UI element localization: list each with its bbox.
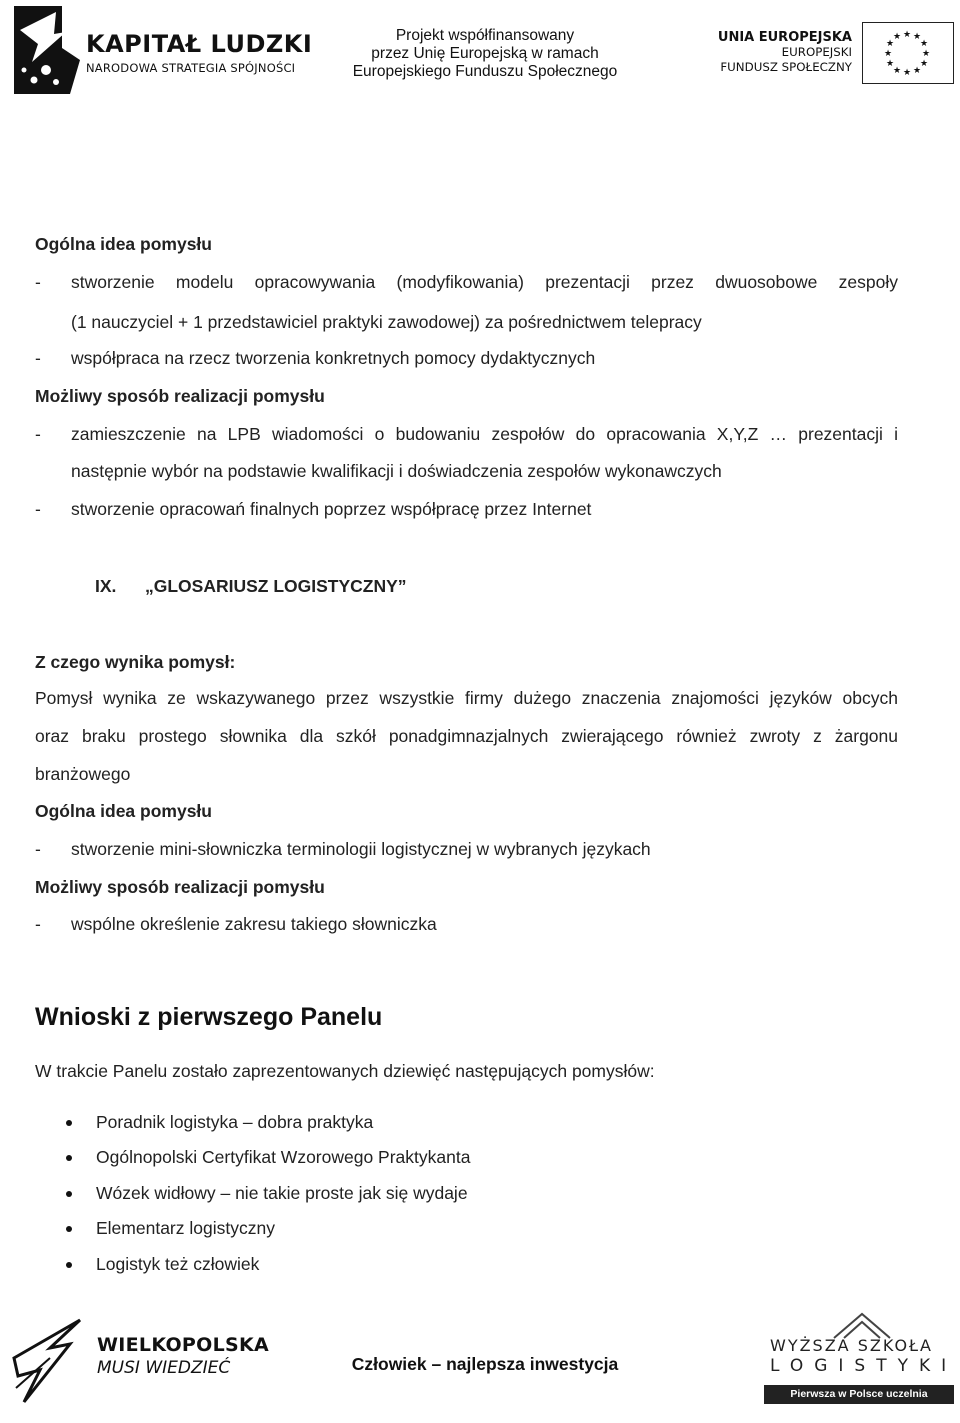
- section-heading: Ogólna idea pomysłu: [35, 234, 212, 254]
- cofinancing-note: [340, 27, 630, 81]
- footer-motto: Człowiek – najlepsza inwestycja: [351, 1354, 619, 1374]
- list-item: Wózek widłowy – nie takie proste jak się wydaje: [96, 1183, 468, 1203]
- section-heading: Ogólna idea pomysłu: [35, 801, 212, 821]
- paragraph-line: branżowego: [35, 764, 131, 784]
- svg-text:★: ★: [883, 49, 893, 59]
- paragraph-line: Pomysł wynika ze wskazywanego przez wszystkie firmy dużego znaczenia znajomości języków obcych: [35, 688, 898, 708]
- list-item: Elementarz logistyczny: [96, 1218, 275, 1238]
- svg-text:★: ★: [919, 39, 929, 49]
- cofinancing-line: Europejskiego Funduszu Społecznego: [352, 63, 618, 80]
- svg-text:★: ★: [885, 59, 895, 69]
- list-dash: -: [35, 348, 41, 368]
- section-heading: Z czego wynika pomysł:: [35, 652, 236, 672]
- list-dash: -: [35, 272, 41, 292]
- section-title: „GLOSARIUSZ LOGISTYCZNY”: [145, 576, 407, 596]
- svg-text:★: ★: [902, 68, 912, 78]
- conclusions-heading: Wnioski z pierwszego Panelu: [35, 1003, 383, 1031]
- list-item: Logistyk też człowiek: [96, 1254, 260, 1274]
- list-item: wspólne określenie zakresu takiego słowniczka: [71, 914, 437, 934]
- wsl-tagline: Pierwsza w Polsce uczelnia logistyczna: [764, 1385, 954, 1404]
- section-number: IX.: [95, 576, 117, 596]
- svg-text:★: ★: [892, 32, 902, 42]
- svg-text:★: ★: [902, 30, 912, 40]
- wielkopolska-logo-text: [97, 1334, 269, 1378]
- list-item: stworzenie opracowań finalnych poprzez współpracę przez Internet: [71, 499, 592, 519]
- wsl-logo-line: WYŻSZA SZKOŁA: [770, 1336, 933, 1355]
- svg-text:★: ★: [885, 39, 895, 49]
- section-heading: Możliwy sposób realizacji pomysłu: [35, 877, 325, 897]
- eu-flag-icon: [862, 22, 954, 84]
- list-dash: -: [35, 499, 41, 519]
- bullet-icon: [66, 1155, 72, 1161]
- list-dash: -: [35, 839, 41, 859]
- section-heading: Możliwy sposób realizacji pomysłu: [35, 386, 325, 406]
- list-item: zamieszczenie na LPB wiadomości o budowaniu zespołów do opracowania X,Y,Z … prezentacji i: [71, 424, 898, 444]
- svg-text:★: ★: [919, 59, 929, 69]
- kapital-ludzki-emblem-icon: [8, 4, 88, 96]
- list-item-continuation: (1 nauczyciel + 1 przedstawiciel praktyki zawodowej) za pośrednictwem telepracy: [71, 312, 702, 332]
- eu-fund-label: [700, 30, 852, 75]
- svg-text:★: ★: [921, 49, 931, 59]
- wielkopolska-line: WIELKOPOLSKA: [97, 1334, 270, 1356]
- list-item: stworzenie mini-słowniczka terminologii logistycznej w wybranych językach: [71, 839, 651, 859]
- list-item: Poradnik logistyka – dobra praktyka: [96, 1112, 374, 1132]
- list-dash: -: [35, 914, 41, 934]
- list-item: współpraca na rzecz tworzenia konkretnych pomocy dydaktycznych: [71, 348, 596, 368]
- list-dash: -: [35, 424, 41, 444]
- cofinancing-line: Projekt współfinansowany: [395, 27, 575, 44]
- bullet-icon: [66, 1191, 72, 1197]
- svg-text:★: ★: [892, 66, 902, 76]
- wsl-logo-line: LOGISTYKI: [770, 1356, 958, 1376]
- kapital-ludzki-subtitle: NARODOWA STRATEGIA SPÓJNOŚCI: [86, 61, 296, 75]
- paragraph-line: oraz braku prostego słownika dla szkół ponadgimnazjalnych zwierającego również zwroty z żargonu: [35, 726, 898, 746]
- bullet-icon: [66, 1262, 72, 1268]
- list-item: Ogólnopolski Certyfikat Wzorowego Praktykanta: [96, 1147, 471, 1167]
- conclusions-intro: W trakcie Panelu zostało zaprezentowanych dziewięć następujących pomysłów:: [35, 1061, 655, 1081]
- list-item-continuation: następnie wybór na podstawie kwalifikacji i doświadczenia zespołów wykonawczych: [71, 461, 722, 481]
- eu-line: EUROPEJSKI: [781, 45, 852, 59]
- eu-line: FUNDUSZ SPOŁECZNY: [720, 60, 852, 74]
- cofinancing-line: przez Unię Europejską w ramach: [371, 45, 599, 62]
- svg-text:★: ★: [912, 32, 922, 42]
- bullet-icon: [66, 1120, 72, 1126]
- svg-text:★: ★: [912, 66, 922, 76]
- eu-line: UNIA EUROPEJSKA: [717, 30, 852, 45]
- wielkopolska-emblem-icon: [10, 1318, 90, 1404]
- kapital-ludzki-title: KAPITAŁ LUDZKI: [86, 30, 313, 58]
- list-item: stworzenie modelu opracowywania (modyfikowania) prezentacji przez dwuosobowe zespoły: [71, 272, 898, 292]
- wielkopolska-line: MUSI WIEDZIEĆ: [97, 1358, 231, 1378]
- bullet-icon: [66, 1226, 72, 1232]
